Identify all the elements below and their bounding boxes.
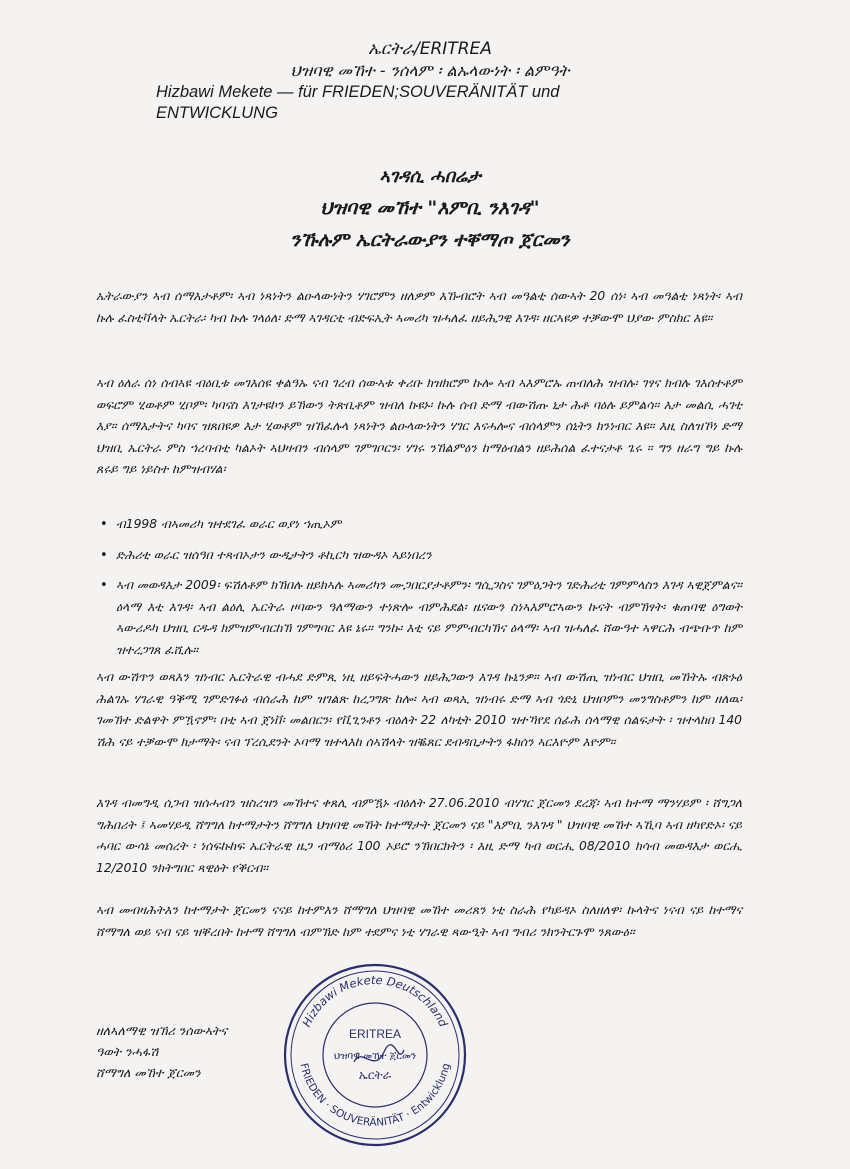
document-title	[180, 162, 680, 256]
seal-center-organization: ህዝባዊ መኸተ ጀርመን	[333, 1051, 417, 1062]
paragraph-4: እገዳ ብመግዲ ሰጋብ ዝሰሓብን ዝስረዝን መኸተና ቀጸሊ ብምዃኑ ብዕለት 27.06.2010 ብሃገር ጀርመን ደረጃ፡ ኣብ ከተማ ማንሃይም ፡ ሸግጋለ ግሕበሪት ፤ ኣመሃይዲ ሸግግለ ከተማታትን ሸግግለ ህዝባዊ መኸት ከተማታት ጀርመን ናይ "እምቢ ንእገዳ " ህዝባዊ መኸተ ኣኺባ ኣብ ዘካየድኦ፡ ናይ ሓባር ውሳኔ መሰረት ፡ ነሰፍኩከፍ ኤርትራዊ ዜጋ ብማዕሪ 100 ኦይሮ ንኽበርክትን ፡ እዚ ድማ ካብ ወርሒ 08/2010 ክሳብ መወዳእታ ወርሒ 12/2010 ንክትግበር ጻዊዕት የቕርብ።	[96, 796, 742, 875]
signoff-line-2: ዓወት ንሓፋሽ	[96, 1044, 159, 1059]
title-line-1: ኣገዳሲ ሓበሬታ	[379, 166, 481, 187]
bullet-list	[100, 514, 742, 670]
letterhead	[150, 38, 710, 124]
signoff	[96, 1020, 296, 1083]
title-line-3: ንኹሉም ኤርትራውያን ተቐማጦ ጀርመን	[290, 229, 570, 251]
paragraph-5: ኣብ መብዛሕትእን ከተማታት ጀርመን ናናይ ከተምእን ሸማግለ ህዝባዊ መኸተ መሪጸን ነቲ ስራሕ የካይዳኦ ስለዘለዋ፡ ኩላትና ነናብ ናይ ከተማና ሸማግለ ወይ ናብ ናይ ዝቐረበት ከተማ ሸግግለ ብምኽድ ከም ተደምና ነቲ ሃገራዊ ጻውዒት ኣብ ግብሪ ንክንትርጉሞ ንጸውዕ።	[96, 903, 742, 939]
official-stamp-seal	[282, 962, 468, 1148]
signoff-line-3: ሸማግለ መኸተ ጀርመን	[96, 1065, 201, 1080]
paragraph-3: ኣብ ውሽጥን ወጻእን ዝነብር ኤርትራዊ ብሓደ ድምጺ ነዚ ዘይፍትሓውን ዘይሕጋውን እገዳ ኩኒንዎ። ኣብ ውሽጢ ዝነብር ህዝቢ መኸትኡ ብጽኑዕ ሕልገኡ ሃገራዊ ዓቕሚ ገምድገፉዕ ብሰራሕ ከም ዝገልጽ ከረጋግጽ ከሎ፡ ኣብ ወጻኢ ዝነብሩ ድማ ኣብ ጎድኒ ህዝቦምን መንግስቶምን ከም ዘለዉ፡ ገመኽተ ድልዋት ምዃኖም፡ በቲ ኣብ ጀነቨ፡ መልበርን፡ የቪጊንቶን ብዕለት 22 ለካቲት 2010 ዝተኻየደ ሰፊሕ ሰላማዊ ሰልፍታት ፡ ዝተላከበ 140 ሽሕ ናይ ተቓውሞ ክታማት፡ ናብ ፕረሲደንት ኦባማ ዝተላእከ ሰኣሽላት ዝቘጸር ደብዳቢታትን ፋክሰን ኣርእዮም እዮም።	[96, 670, 742, 749]
bullet-item: • ብ1998 ብኣመሪካ ዝተደገፈ ወራር ወያነ ኀጢኦም	[100, 514, 742, 536]
seal-bottom-text: FRIEDEN · SOUVERÄNITÄT · Entwicklung	[297, 1062, 453, 1129]
paragraph-1: ኤትራውያን ኣብ ሰማእታቶም፡ ኣብ ነጻነትን ልዑላውነትን ሃገሮምን ዘለዎም እኹብሮት ኣብ መዓልቲ ሰውኣት 20 ሰነ፡ ኣብ መዓልቲ ነጻነት፡ ኣብ ኩሉ ፈስቲቫላት ኤርትራ፡ ካብ ኩሉ ገላዕለ፡ ድማ ኣገዳርቲ ብድፍኢት ኣመሪካ ዝሓለፈ ዘይሕጋዊ እገዳ፡ ዘርኣዩዎ ተቓውሞ ህያው ምስክር እዩ።	[96, 289, 742, 325]
letterhead-organization-german-cont: ENTWICKLUNG	[156, 104, 278, 122]
paragraph-2: ኣብ ዕለራ ሰነ ሰብኣዩ ብዕቢቱ መገእሰዩ ቀልዓኡ ናብ ገረብ ሰውኣቱ ቀሪቡ ክዝክሮም ኩሎ ኣብ ኣእምሮኡ ጠብለሕ ዝብሉ፡ ገፃና ክብሉ ገእሰተቶም ወፍሮም ሂወቶም ሂቦም፡ ካባናስ እገታዩኮን ይኽውን ትጽቢቶም ዝብለ ኩዩኑ፡ ኩሉ ሰብ ድማ ብውሽጡ ኒታ ሕቶ ባዕሉ ይምልሳ። እታ መልሲ ሓገቲ እያ። ሰማእታትና ካባና ዝጸበዩዎ እታ ሂወቶም ዝኸፈሉላ ነጻነትን ልዑላውነትን ሃገር እናሓሎና ብሰላምን ሰኒትን ክንነብር እዩ። እዚ ስለዝኾነ ድማ ህዝቢ ኤርትራ ምስ ኀረባብቲ ካልኦት ኣህዛብን ብሰላም ገምገቦርን፡ ሃገሩ ንኸልምዕን ከማዕብልን ዘይሕሰል ፈተናታቶ ጌሩ ። ግን ዘራግ ግይ ኩሉ ጸሩይ ግይ ነይስተ ከምዝብሃል፡	[96, 376, 742, 476]
seal-center-eritrea: ERITREA	[348, 1027, 402, 1041]
letterhead-organization-tigrinya: ህዝባዊ መኸተ - ንሰላም ፡ ልኡላውነት ፡ ልምዓት	[290, 61, 570, 80]
letterhead-country: ኤርትራ/ERITREA	[368, 39, 492, 59]
title-line-2: ህዝባዊ መኸተ "እምቢ ንእገዳ"	[320, 197, 540, 219]
bullet-item: • ድሕሪቲ ወራር ዝሰዓበ ተጻብኦታን ውዲታትን ቶኪርካ ዝውዳኦ ኣይነበረን	[100, 545, 742, 567]
bullet-item: • ኣብ መወዳእታ 2009፡ ፍሽለቶም ክኽበሉ ዘይክኣሉ ኣመሪካን ሙጋበርያታቶምን፡ ግሲጋስና ገምዕጋትን ገድሕሪቲ ገምምላስን እገዳ ኣዊጀምልና። ዕላማ እቲ እገዳ፡ ኣብ ልዕሊ ኤርትራ ዞባውን ዓለማውን ተነጽሎ ብምሕደል፡ ዜናውን ስነኣእምሮኣውን ኩናት ብምኽፃት፡ ቁጠባዊ ዕግወት ኣውሪዶካ ህዝቢ ርዱዳ ክምዝምብርከኽ ገምግባር እዩ ኔሩ። ግንኩ፡ እቲ ናይ ምምብርካኽና ዕላማ፡ ኣብ ዝሓለፈ ሸውዓተ ኣዋርሕ ብጭቡጥ ከም ዝተረጋገጸ ፈሺሉ።	[100, 575, 742, 661]
seal-top-text: Hizbawi Mekete Deutschland	[299, 972, 451, 1030]
signoff-line-1: ዘለኣለማዊ ዝኽሪ ንሰውኣትና	[96, 1023, 228, 1038]
letterhead-organization-german: Hizbawi Mekete — für FRIEDEN;SOUVERÄNITÄT und	[156, 83, 560, 101]
seal-center-country: ኤርትራ	[358, 1068, 392, 1082]
